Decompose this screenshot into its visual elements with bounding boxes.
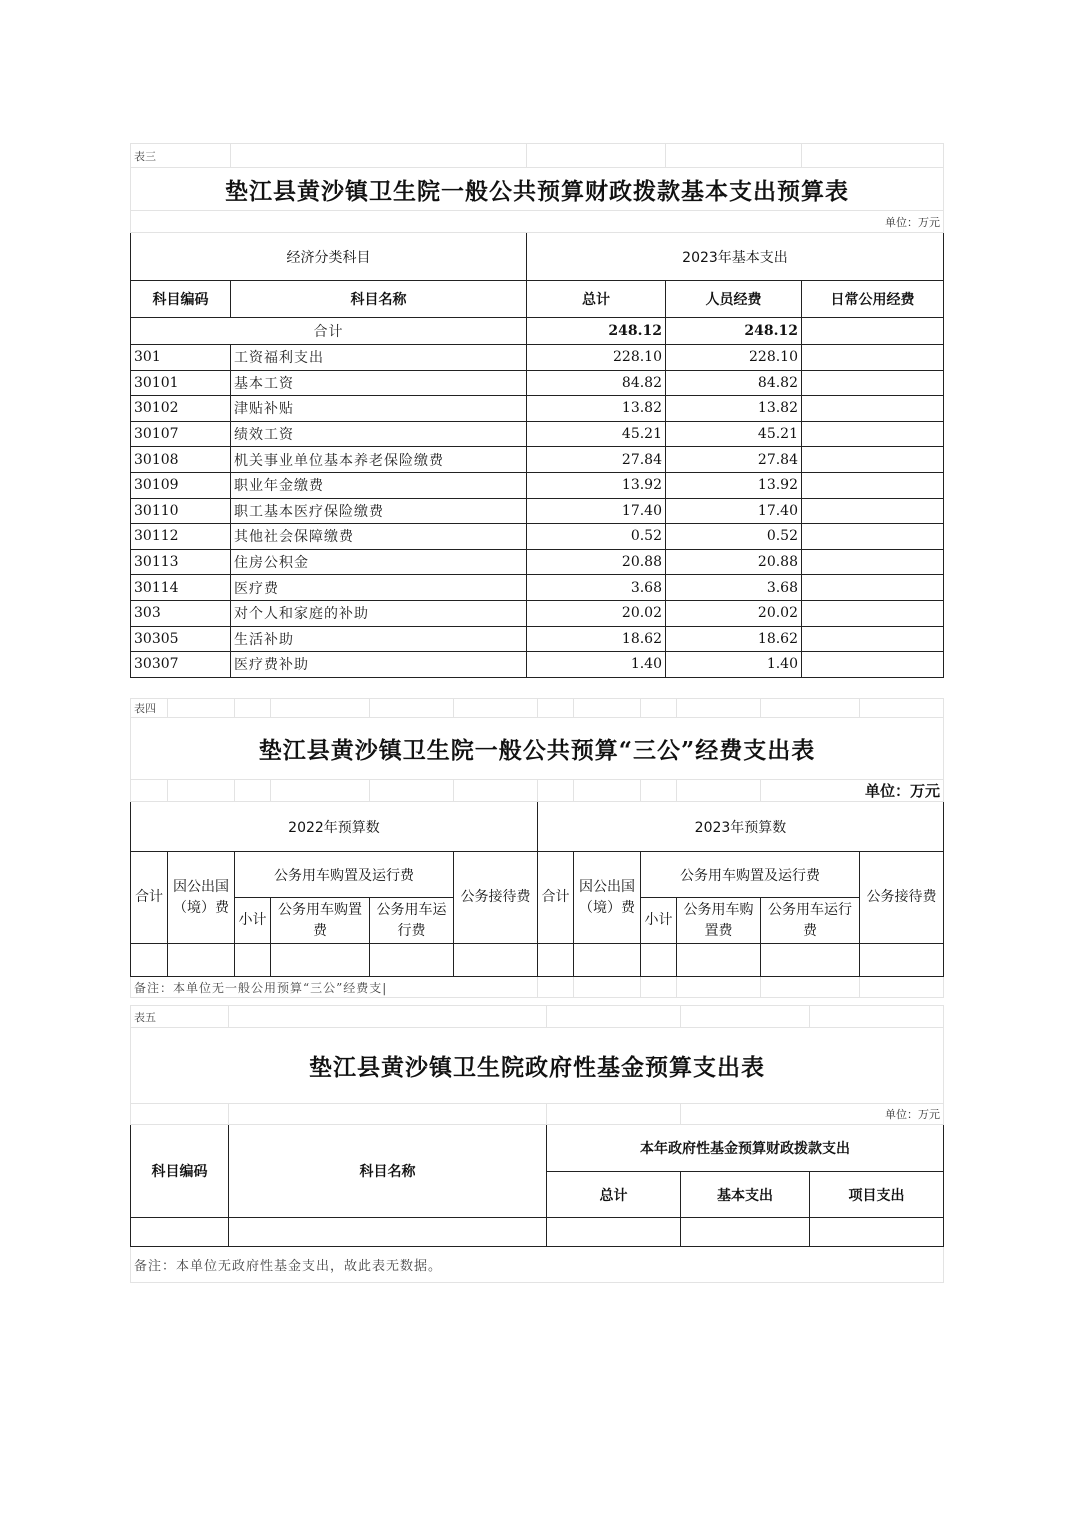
row-code: 30102 <box>131 396 231 422</box>
left-vehicle-header: 公务用车购置及运行费 <box>235 852 454 898</box>
table3-title: 垫江县黄沙镇卫生院一般公共预算财政拨款基本支出预算表 <box>131 168 944 211</box>
row-name: 生活补助 <box>231 626 527 652</box>
row-total: 20.88 <box>527 549 666 575</box>
row-total: 20.02 <box>527 600 666 626</box>
row-personnel: 20.88 <box>666 549 802 575</box>
t5-code-header: 科目编码 <box>131 1125 229 1218</box>
table3 <box>130 143 944 678</box>
row-code: 30114 <box>131 575 231 601</box>
row-code: 30112 <box>131 524 231 550</box>
row-code: 30101 <box>131 370 231 396</box>
left-abroad-header: 因公出国（境）费 <box>168 852 235 944</box>
table-row <box>131 944 944 977</box>
row-total: 228.10 <box>527 345 666 371</box>
table3-unit: 单位：万元 <box>131 211 944 233</box>
row-code: 30108 <box>131 447 231 473</box>
row-code: 30109 <box>131 472 231 498</box>
row-name: 工资福利支出 <box>231 345 527 371</box>
row-code: 30307 <box>131 652 231 678</box>
table3-sheet <box>130 143 943 678</box>
t5-group-header: 本年政府性基金预算财政拨款支出 <box>547 1125 944 1172</box>
table-row <box>131 345 944 371</box>
table-row <box>131 600 944 626</box>
row-personnel: 1.40 <box>666 652 802 678</box>
t5-total-header: 总计 <box>547 1172 681 1218</box>
row-daily <box>802 626 944 652</box>
right-purchase-header: 公务用车购置费 <box>677 898 761 944</box>
row-name: 津贴补贴 <box>231 396 527 422</box>
row-personnel: 45.21 <box>666 421 802 447</box>
table5-title: 垫江县黄沙镇卫生院政府性基金预算支出表 <box>131 1028 944 1104</box>
table4 <box>130 698 944 998</box>
row-personnel: 228.10 <box>666 345 802 371</box>
row-daily <box>802 421 944 447</box>
row-name: 医疗费补助 <box>231 652 527 678</box>
sum-label: 合计 <box>131 318 527 345</box>
row-personnel: 17.40 <box>666 498 802 524</box>
name-header: 科目名称 <box>231 281 527 318</box>
table-row <box>131 524 944 550</box>
t5-basic-header: 基本支出 <box>681 1172 810 1218</box>
row-code: 30305 <box>131 626 231 652</box>
row-total: 1.40 <box>527 652 666 678</box>
table-row <box>131 370 944 396</box>
table-row <box>131 421 944 447</box>
table4-sheet <box>130 698 943 998</box>
table5-sheet <box>130 1005 943 1283</box>
total-header: 总计 <box>527 281 666 318</box>
table3-tag: 表三 <box>131 144 231 168</box>
left-purchase-header: 公务用车购置费 <box>271 898 370 944</box>
personnel-header: 人员经费 <box>666 281 802 318</box>
t5-project-header: 项目支出 <box>810 1172 944 1218</box>
row-name: 绩效工资 <box>231 421 527 447</box>
row-daily <box>802 575 944 601</box>
row-code: 30110 <box>131 498 231 524</box>
left-reception-header: 公务接待费 <box>454 852 538 944</box>
right-subtotal-header: 小计 <box>641 898 677 944</box>
right-total-header: 合计 <box>538 852 574 944</box>
row-name: 职业年金缴费 <box>231 472 527 498</box>
table-row <box>131 549 944 575</box>
row-total: 3.68 <box>527 575 666 601</box>
row-personnel: 84.82 <box>666 370 802 396</box>
table-row <box>131 1218 944 1247</box>
table-row <box>131 652 944 678</box>
basic-2023-header: 2023年基本支出 <box>527 233 944 281</box>
table5 <box>130 1005 944 1283</box>
row-total: 27.84 <box>527 447 666 473</box>
row-total: 18.62 <box>527 626 666 652</box>
row-daily <box>802 524 944 550</box>
left-subtotal-header: 小计 <box>235 898 271 944</box>
row-name: 对个人和家庭的补助 <box>231 600 527 626</box>
row-code: 303 <box>131 600 231 626</box>
row-name: 其他社会保障缴费 <box>231 524 527 550</box>
right-abroad-header: 因公出国（境）费 <box>574 852 641 944</box>
row-personnel: 3.68 <box>666 575 802 601</box>
row-name: 机关事业单位基本养老保险缴费 <box>231 447 527 473</box>
table4-title: 垫江县黄沙镇卫生院一般公共预算“三公”经费支出表 <box>131 718 944 780</box>
table-row <box>131 447 944 473</box>
budget-2023-header: 2023年预算数 <box>538 802 944 852</box>
row-code: 30113 <box>131 549 231 575</box>
row-personnel: 20.02 <box>666 600 802 626</box>
table4-unit: 单位：万元 <box>761 780 944 802</box>
table4-note: 备注：本单位无一般公用预算“三公”经费支| <box>131 977 538 998</box>
left-operation-header: 公务用车运行费 <box>370 898 454 944</box>
row-daily <box>802 600 944 626</box>
row-name: 基本工资 <box>231 370 527 396</box>
row-daily <box>802 370 944 396</box>
right-operation-header: 公务用车运行费 <box>761 898 860 944</box>
row-name: 职工基本医疗保险缴费 <box>231 498 527 524</box>
left-total-header: 合计 <box>131 852 168 944</box>
row-name: 住房公积金 <box>231 549 527 575</box>
table4-tag: 表四 <box>131 699 168 718</box>
table-row <box>131 575 944 601</box>
row-personnel: 0.52 <box>666 524 802 550</box>
daily-header: 日常公用经费 <box>802 281 944 318</box>
row-daily <box>802 447 944 473</box>
table-row <box>131 472 944 498</box>
econ-category-header: 经济分类科目 <box>131 233 527 281</box>
row-daily <box>802 652 944 678</box>
row-code: 30107 <box>131 421 231 447</box>
row-daily <box>802 498 944 524</box>
table5-tag: 表五 <box>131 1006 229 1028</box>
row-code: 301 <box>131 345 231 371</box>
row-total: 13.82 <box>527 396 666 422</box>
sum-row <box>131 318 944 345</box>
right-vehicle-header: 公务用车购置及运行费 <box>641 852 860 898</box>
row-personnel: 13.82 <box>666 396 802 422</box>
row-total: 0.52 <box>527 524 666 550</box>
sum-total: 248.12 <box>527 318 666 345</box>
row-total: 17.40 <box>527 498 666 524</box>
right-reception-header: 公务接待费 <box>860 852 944 944</box>
code-header: 科目编码 <box>131 281 231 318</box>
table-row <box>131 498 944 524</box>
row-daily <box>802 472 944 498</box>
row-name: 医疗费 <box>231 575 527 601</box>
table-row <box>131 396 944 422</box>
row-daily <box>802 345 944 371</box>
table5-note: 备注：本单位无政府性基金支出，故此表无数据。 <box>131 1247 944 1283</box>
sum-daily <box>802 318 944 345</box>
row-personnel: 18.62 <box>666 626 802 652</box>
row-personnel: 27.84 <box>666 447 802 473</box>
row-total: 45.21 <box>527 421 666 447</box>
row-total: 84.82 <box>527 370 666 396</box>
row-daily <box>802 396 944 422</box>
row-total: 13.92 <box>527 472 666 498</box>
row-personnel: 13.92 <box>666 472 802 498</box>
budget-2022-header: 2022年预算数 <box>131 802 538 852</box>
row-daily <box>802 549 944 575</box>
table5-unit: 单位：万元 <box>681 1104 944 1125</box>
sum-personnel: 248.12 <box>666 318 802 345</box>
table-row <box>131 626 944 652</box>
t5-name-header: 科目名称 <box>229 1125 547 1218</box>
